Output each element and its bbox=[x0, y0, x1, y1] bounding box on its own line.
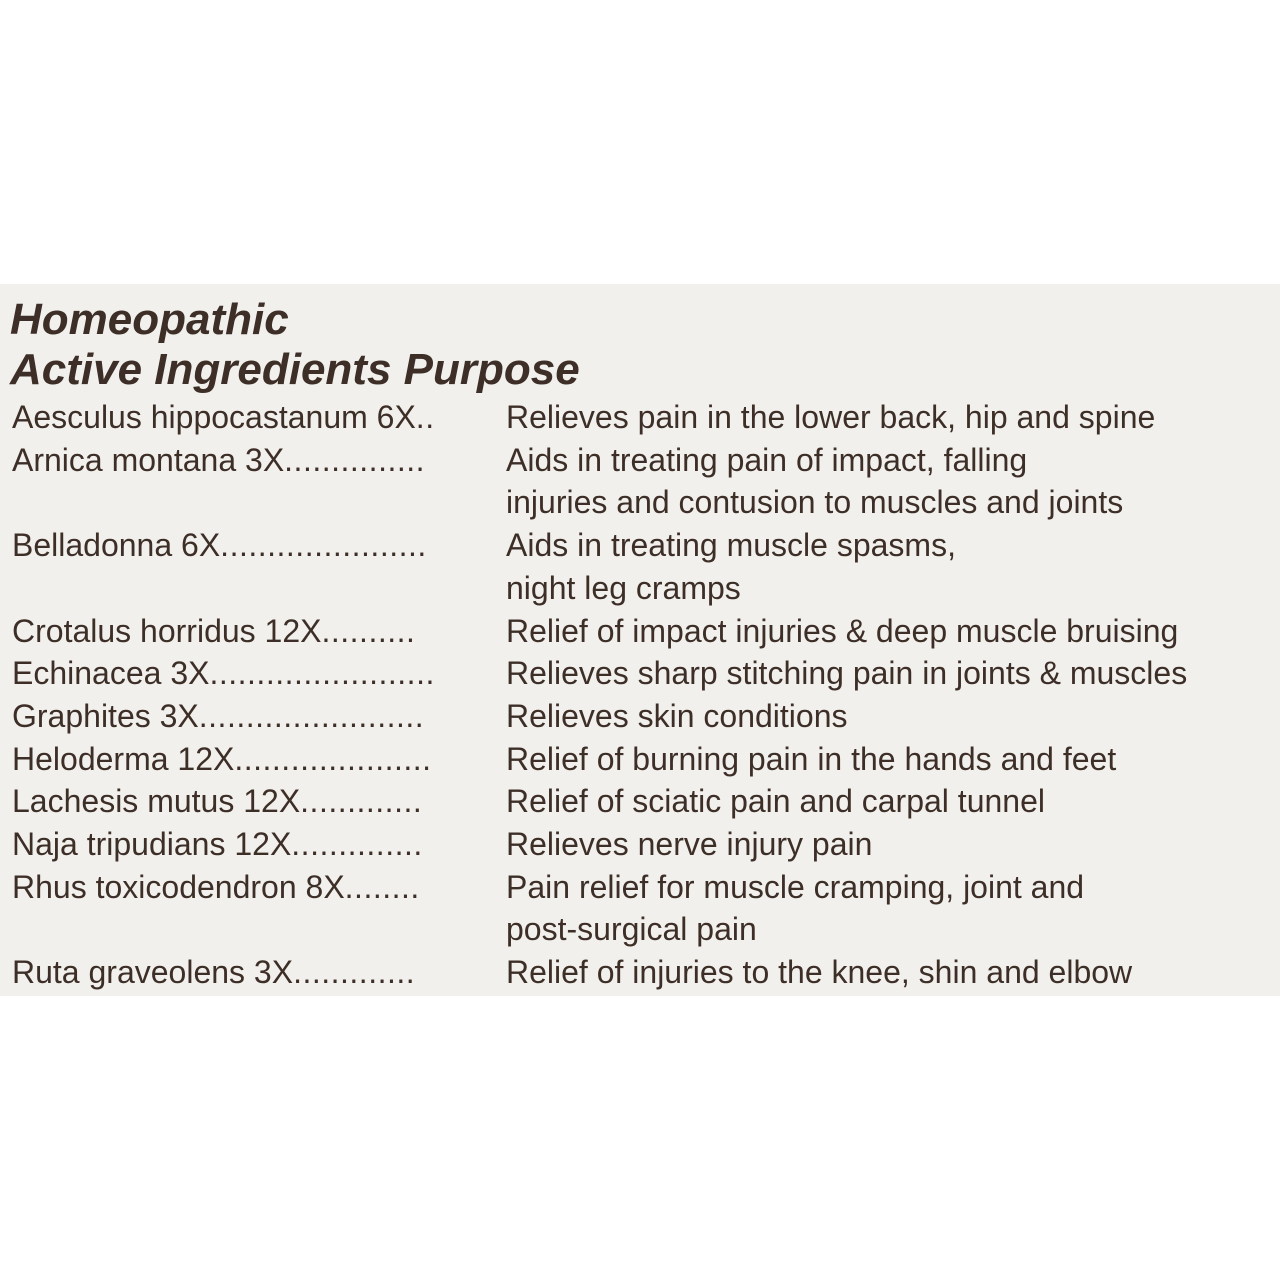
ingredient-row bbox=[12, 652, 1276, 695]
leader-dots: .......... bbox=[321, 612, 416, 649]
purpose-line: Aids in treating pain of impact, falling bbox=[506, 441, 1028, 478]
heading-active-ingredients-purpose: Active Ingredients Purpose bbox=[10, 345, 580, 394]
purpose-line: Relief of burning pain in the hands and feet bbox=[506, 740, 1117, 777]
ingredient-name-cell bbox=[12, 866, 506, 951]
ingredient-name: Echinacea 3X bbox=[12, 655, 210, 692]
ingredient-name: Belladonna 6X bbox=[12, 527, 221, 564]
ingredient-name-cell bbox=[12, 610, 506, 653]
leader-dots: ........................ bbox=[209, 655, 435, 692]
ingredient-name-cell bbox=[12, 951, 506, 994]
leader-dots: ............. bbox=[293, 954, 416, 991]
ingredient-row bbox=[12, 695, 1276, 738]
ingredient-purpose bbox=[506, 951, 1276, 994]
ingredient-purpose bbox=[506, 439, 1276, 524]
ingredient-row bbox=[12, 439, 1276, 524]
ingredient-purpose bbox=[506, 524, 1276, 609]
purpose-line: Aids in treating muscle spasms, bbox=[506, 527, 956, 564]
ingredient-name-cell bbox=[12, 738, 506, 781]
ingredient-purpose bbox=[506, 866, 1276, 951]
leader-dots: ........ bbox=[344, 868, 420, 905]
leader-dots: .. bbox=[415, 399, 435, 435]
ingredient-purpose bbox=[506, 780, 1276, 823]
purpose-line: Relieves skin conditions bbox=[506, 697, 848, 734]
ingredient-purpose bbox=[506, 695, 1276, 738]
drug-facts-panel bbox=[0, 284, 1280, 996]
ingredient-purpose bbox=[506, 652, 1276, 695]
leader-dots: .............. bbox=[291, 826, 423, 863]
ingredient-name: Lachesis mutus 12X bbox=[12, 783, 301, 820]
ingredient-row bbox=[12, 524, 1276, 609]
purpose-line: Relieves sharp stitching pain in joints & muscles bbox=[506, 655, 1188, 692]
ingredient-row bbox=[12, 780, 1276, 823]
purpose-line: post-surgical pain bbox=[506, 911, 757, 948]
ingredient-row bbox=[12, 951, 1276, 994]
leader-dots: ............. bbox=[300, 783, 423, 820]
ingredient-name: Crotalus horridus 12X bbox=[12, 612, 322, 649]
purpose-line: Relieves pain in the lower back, hip and spine bbox=[506, 399, 1156, 435]
leader-dots: ............... bbox=[284, 441, 426, 478]
ingredient-name-cell bbox=[12, 524, 506, 609]
leader-dots: ........................ bbox=[198, 697, 425, 734]
ingredient-purpose bbox=[506, 610, 1276, 653]
ingredient-name: Ruta graveolens 3X bbox=[12, 954, 294, 991]
ingredient-name: Aesculus hippocastanum 6X bbox=[12, 399, 416, 435]
ingredient-row bbox=[12, 396, 1276, 439]
ingredient-row bbox=[12, 738, 1276, 781]
ingredients-list bbox=[12, 396, 1276, 994]
purpose-line: injuries and contusion to muscles and joints bbox=[506, 484, 1124, 521]
ingredient-name: Rhus toxicodendron 8X bbox=[12, 868, 345, 905]
ingredient-name: Heloderma 12X bbox=[12, 740, 235, 777]
purpose-line: Pain relief for muscle cramping, joint and bbox=[506, 868, 1085, 905]
ingredient-name: Arnica montana 3X bbox=[12, 441, 285, 478]
ingredient-name-cell bbox=[12, 652, 506, 695]
purpose-line: Relief of injuries to the knee, shin and elbow bbox=[506, 954, 1133, 991]
ingredient-name-cell bbox=[12, 439, 506, 524]
purpose-line: Relief of sciatic pain and carpal tunnel bbox=[506, 783, 1045, 820]
heading-homeopathic: Homeopathic bbox=[10, 295, 289, 344]
ingredient-purpose bbox=[506, 396, 1276, 439]
ingredient-name-cell bbox=[12, 396, 506, 439]
ingredient-name: Graphites 3X bbox=[12, 697, 199, 734]
ingredient-name-cell bbox=[12, 823, 506, 866]
ingredient-name-cell bbox=[12, 695, 506, 738]
ingredient-row bbox=[12, 610, 1276, 653]
purpose-line: Relieves nerve injury pain bbox=[506, 826, 873, 863]
ingredient-row bbox=[12, 866, 1276, 951]
ingredient-name-cell bbox=[12, 780, 506, 823]
ingredient-name: Naja tripudians 12X bbox=[12, 826, 292, 863]
ingredient-purpose bbox=[506, 823, 1276, 866]
leader-dots: ..................... bbox=[234, 740, 432, 777]
ingredient-purpose bbox=[506, 738, 1276, 781]
leader-dots: ...................... bbox=[220, 527, 427, 564]
ingredient-row bbox=[12, 823, 1276, 866]
purpose-line: night leg cramps bbox=[506, 569, 741, 606]
purpose-line: Relief of impact injuries & deep muscle bruising bbox=[506, 612, 1179, 649]
